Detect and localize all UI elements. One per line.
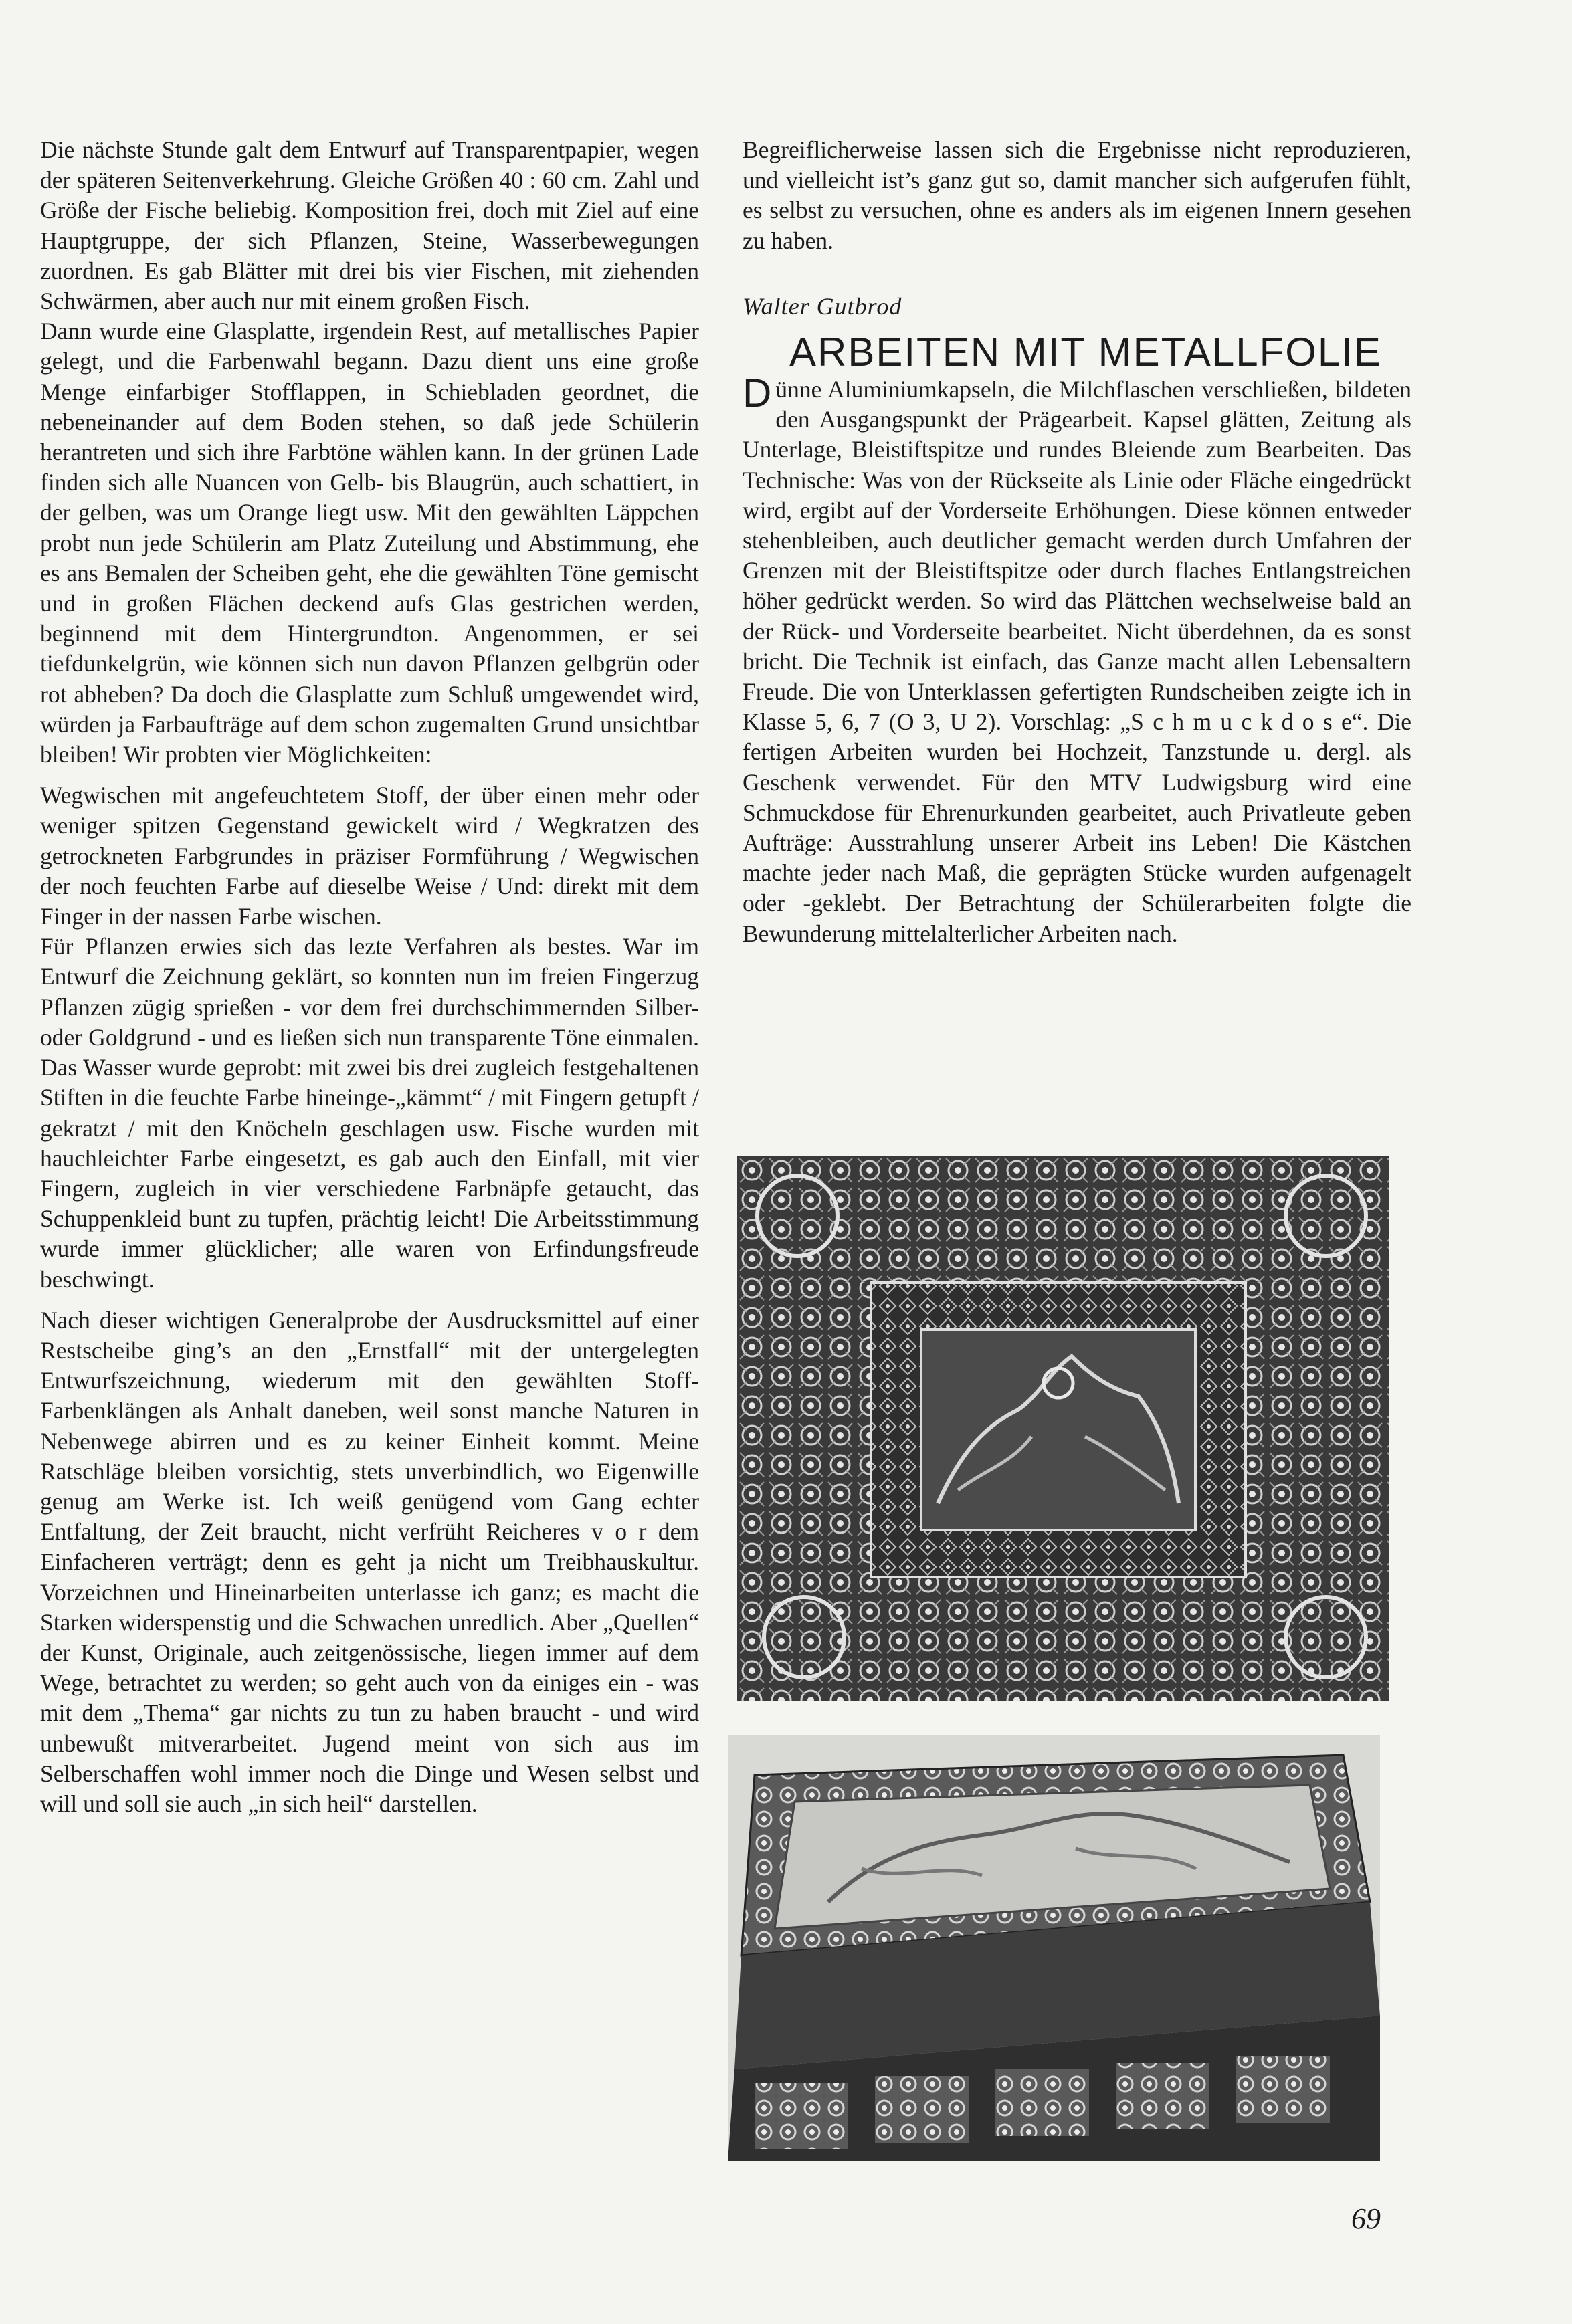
article-body (743, 371, 1411, 949)
drop-cap: D (743, 371, 772, 415)
paragraph: Begreiflicherweise lassen sich die Ergebnisse nicht reproduzieren, und vielleicht ist’s ganz gut so, damit mancher sich aufgerufen fühlt, es selbst zu versuchen, ohne es anders als im eigenen Innern gesehen zu haben. (743, 136, 1411, 254)
paragraph: Wegwischen mit angefeuchtetem Stoff, der über einen mehr oder weniger spitzen Gegenstand gewickelt wird / Wegkratzen des getrockneten Farbgrundes in präziser Formführung / Wegwischen der noch feuchten Farbe auf dieselbe Weise / Und: direkt mit dem Finger in der nassen Farbe wischen. (40, 782, 699, 930)
page-number: 69 (1351, 2202, 1381, 2235)
left-column (40, 135, 699, 1819)
paragraph: Nach dieser wichtigen Generalprobe der Ausdrucksmittel auf einer Restscheibe ging’s an den „Ernstfall“ mit der untergelegten Entwurfszeichnung, wiederum mit den gewählten Stoff-Farbenklängen als Anhalt daneben, weil sonst manche Naturen in Nebenwege abirren und es zu keiner Einheit kommt. Meine Ratschläge bleiben vorsichtig, stets unverbindlich, wo Eigenwille genug am Werke ist. Ich weiß genügend vom Gang echter Entfaltung, der Zeit braucht, nicht verfrüht Reicheres v o r dem Einfacheren verträgt; denn es geht ja nicht um Treibhauskultur. Vorzeichnen und Hineinarbeiten unterlasse ich ganz; es macht die Starken widerspenstig und die Schwachen unredlich. Aber „Quellen“ der Kunst, Originale, auch zeitgenössische, liegen immer auf dem Wege, betrachtet zu werden; so geht auch von da einiges ein - was mit dem „Thema“ gar nichts zu tun zu haben braucht - und wird unbewußt mitverarbeitet. Jugend meint von sich aus im Selberschaffen wohl immer noch die Dinge und Wesen selbst und will und soll sie auch „in sich heil“ darstellen. (40, 1306, 699, 1817)
paragraph: Für Pflanzen erwies sich das lezte Verfahren als bestes. War im Entwurf die Zeichnung geklärt, so konnten nun im freien Fingerzug Pflanzen zügig sprießen - vor dem frei durchschimmernden Silber- oder Goldgrund - und es ließen sich nun transparente Töne einmalen. Das Wasser wurde geprobt: mit zwei bis drei zugleich festgehaltenen Stiften in die feuchte Farbe hineinge-„kämmt“ / mit Fingern getupft / gekratzt / mit den Knöcheln geschlagen usw. Fische wurden mit hauchleichter Farbe eingesetzt, es gab auch den Einfall, mit vier Fingern, zugleich in vier verschiedene Farbnäpfe getaucht, das Schuppenkleid bunt zu tupfen, prächtig leicht! Die Arbeitsstimmung wurde immer glücklicher; alle waren von Erfindungsfreude beschwingt. (40, 933, 699, 1293)
paragraph: Dann wurde eine Glasplatte, irgendein Rest, auf metallisches Papier gelegt, und die Farbenwahl begann. Dazu dient uns eine große Menge einfarbiger Stofflappen, in Schiebladen geordnet, die nebeneinander auf dem Boden stehen, so daß jede Schülerin herantreten und sich ihre Farbtöne wählen kann. In der grünen Lade finden sich alle Nuancen von Gelb- bis Blaugrün, auch schattiert, in der gelben, was um Orange liegt usw. Mit den gewählten Läppchen probt nun jede Schülerin am Platz Zuteilung und Abstimmung, ehe es ans Bemalen der Scheiben geht, ehe die gewählten Töne gemischt und in großen Flächen deckend aufs Glas gestrichen werden, beginnend mit dem Hintergrundton. Angenommen, er sei tiefdunkelgrün, wie können sich nun davon Pflanzen gelbgrün oder rot abheben? Da doch die Glasplatte zum Schluß umgewendet wird, würden ja Farbaufträge auf dem schon zugemalten Grund unsichtbar bleiben! Wir probten vier Möglichkeiten: (40, 318, 699, 768)
article-headline: ARBEITEN MIT METALLFOLIE (789, 330, 1382, 375)
article-text: ünne Aluminiumkapseln, die Milchflaschen verschließen, bildeten den Ausgangspunkt der Prägearbeit. Kapsel glätten, Zeitung als Unterlage, Bleistiftspitze und rundes Bleiende zum Bearbeiten. Das Technische: Was von der Rückseite als Linie oder Fläche eingedrückt wird, ergibt auf der Vorderseite Erhöhungen. Diese können entweder stehenbleiben, auch deutlicher gemacht werden durch Umfahren der Grenzen mit der Bleistiftspitze oder durch flaches Entlangstreichen höher gedrückt werden. So wird das Plättchen wechselweise bald an der Rück- und Vorderseite bearbeitet. Nicht überdehnen, da es sonst bricht. Die Technik ist einfach, das Ganze macht allen Lebensaltern Freude. Die von Unterklassen gefertigten Rundscheiben zeigte ich in Klasse 5, 6, 7 (O 3, U 2). Vorschlag: „S c h m u c k d o s e“. Die fertigen Arbeiten wurden bei Hochzeit, Tanzstunde u. dergl. als Geschenk verwendet. Für den MTV Ludwigsburg wird eine Schmuckdose für Ehrenurkunden gearbeitet, auch Privatleute geben Aufträge: Ausstrahlung unserer Arbeit ins Leben! Die Kästchen machte jeder nach Maß, die geprägten Stücke wurden aufgenagelt oder -geklebt. Der Betrachtung der Schülerarbeiten folgte die Bewunderung mittelalterlicher Arbeiten nach. (743, 376, 1411, 947)
author-name: Walter Gutbrod (743, 293, 902, 320)
embossed-panel-photo (737, 1156, 1389, 1701)
paragraph: Die nächste Stunde galt dem Entwurf auf Transparentpapier, wegen der späteren Seitenverkehrung. Gleiche Größen 40 : 60 cm. Zahl und Größe der Fische beliebig. Komposition frei, doch mit Ziel auf eine Hauptgruppe, der sich Pflanzen, Steine, Wasserbewegungen zuordnen. Es gab Blätter mit drei bis vier Fischen, mit ziehenden Schwärmen, aber auch nur mit einem großen Fisch. (40, 136, 699, 315)
right-column-top (743, 135, 1411, 256)
embossed-box-photo (728, 1735, 1380, 2161)
